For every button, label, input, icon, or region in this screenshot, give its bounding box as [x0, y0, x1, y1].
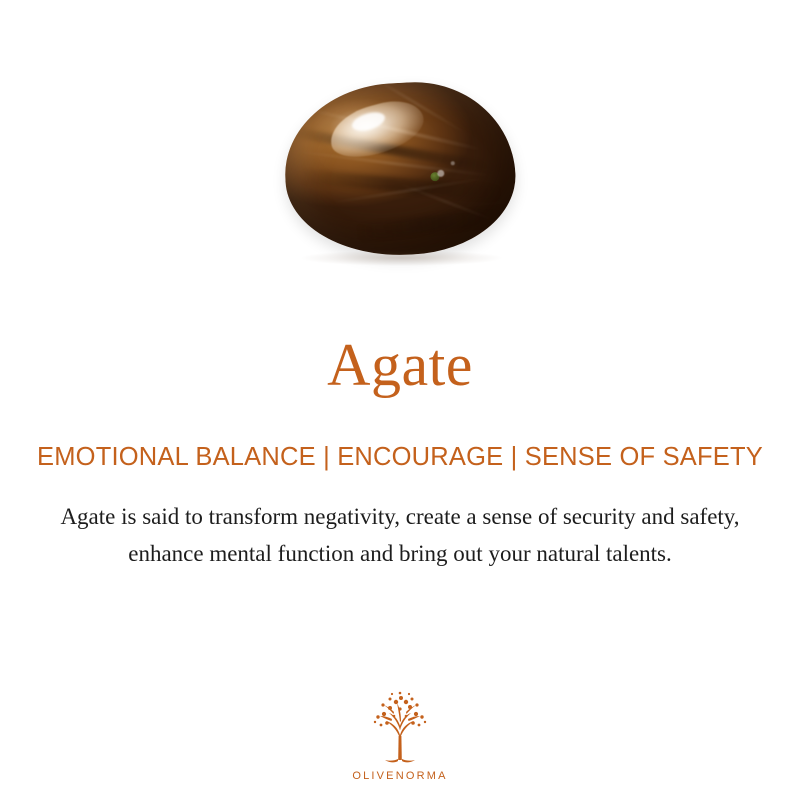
stone-band — [357, 205, 519, 241]
agate-stone-body — [281, 77, 520, 261]
brand-name: OLIVENORMA — [352, 770, 448, 782]
agate-stone-image — [285, 83, 515, 258]
tree-of-life-icon — [354, 690, 446, 768]
stone-image-area — [0, 0, 800, 330]
product-attributes: EMOTIONAL BALANCE | ENCOURAGE | SENSE OF SAFETY — [37, 443, 763, 471]
product-description: Agate is said to transform negativity, create a sense of security and safety, enhance mental function and bring out your natural talents. — [60, 504, 740, 567]
stone-specular-dot — [437, 170, 444, 177]
stone-shadow — [299, 250, 504, 266]
product-title: Agate — [327, 332, 473, 398]
stone-specular-dot — [450, 160, 454, 164]
brand-logo — [0, 690, 800, 782]
